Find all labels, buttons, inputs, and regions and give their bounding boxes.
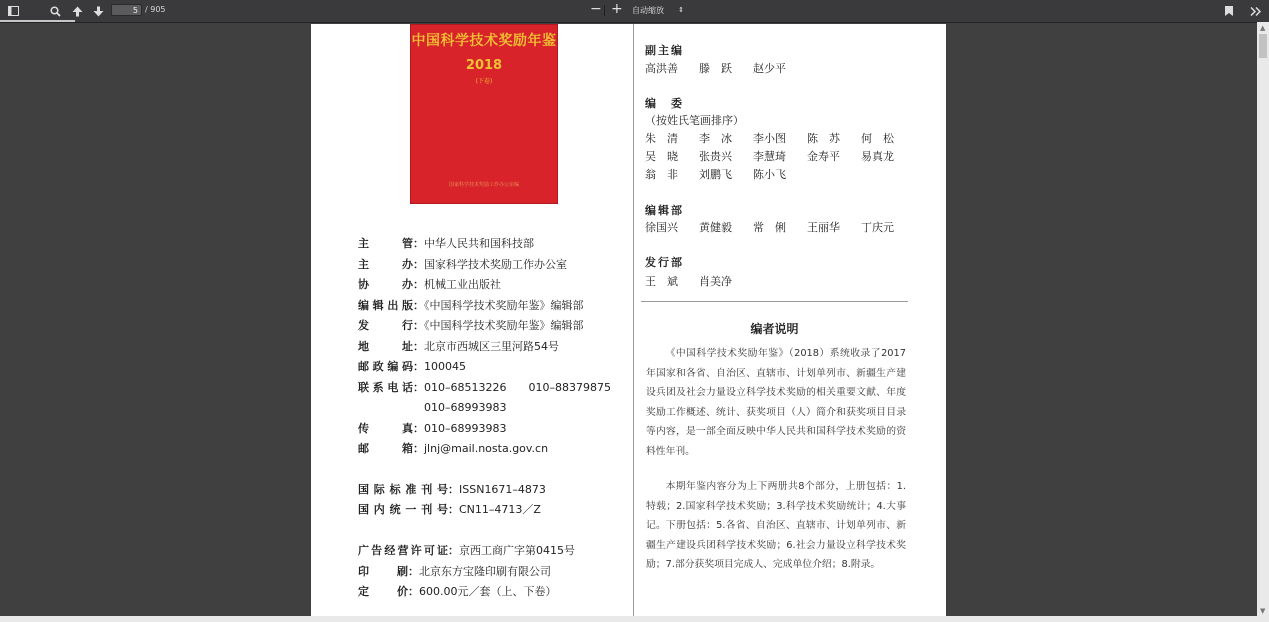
editorial-board-row: 吴 晓 张贵兴 李慧琦 金寿平 易真龙: [645, 150, 894, 163]
page-count: / 905: [145, 5, 166, 14]
deputy-editors-title: 副主编: [645, 44, 684, 57]
ad-row: 印 刷：北京东方宝隆印刷有限公司: [358, 565, 551, 578]
distribution-dept-title: 发行部: [645, 256, 684, 269]
info-row: 主 办：国家科学技术奖励工作办公室: [358, 258, 567, 271]
info-row: 协 办：机械工业出版社: [358, 278, 501, 291]
info-row: 010–68993983: [424, 401, 507, 414]
ad-row: 广告经营许可证：京西工商广字第0415号: [358, 544, 575, 557]
scroll-thumb[interactable]: [1259, 34, 1267, 58]
bookmark-icon[interactable]: [1221, 3, 1237, 19]
zoom-select-label: 自动缩放: [632, 6, 664, 15]
double-chevron-right-icon[interactable]: [1247, 3, 1263, 19]
deputy-editors-names: 高洪善 滕 跃 赵少平: [645, 62, 786, 75]
pdf-page: [311, 24, 946, 616]
horizontal-scrollbar[interactable]: [0, 616, 1269, 622]
info-row: 邮 箱：jlnj@mail.nosta.gov.cn: [358, 442, 549, 455]
editorial-board-note: （按姓氏笔画排序）: [645, 114, 744, 127]
arrow-down-icon[interactable]: [90, 3, 106, 19]
info-row: 编辑出版：《中国科学技术奖励年鉴》编辑部: [358, 299, 584, 312]
issn-row: 国际标准刊号：ISSN1671–4873: [358, 483, 546, 496]
info-row: 联系电话：010–68513226 010–88379875: [358, 381, 611, 394]
editors-note-title: 编者说明: [750, 322, 799, 336]
pdf-toolbar: [0, 0, 1269, 23]
load-progress-bar: [0, 20, 75, 22]
ad-row: 定 价：600.00元／套（上、下卷）: [358, 585, 557, 598]
page-number-input[interactable]: 5: [111, 4, 142, 16]
vertical-scrollbar[interactable]: [1257, 22, 1269, 616]
editors-note-paragraph: 本期年鉴内容分为上下两册共8个部分，上册包括：1.特载；2.国家科学技术奖励；3.科学技术奖励统计；4.大事记。下册包括：5.各省、自治区、直辖市、计划单列市、新疆生产建设兵团科学技术奖励；6.社会力量设立科学技术奖励；7.部分获奖项目完成人、完成单位介绍；8.附录。: [646, 481, 906, 570]
book-cover-image: [410, 24, 558, 204]
sidebar-toggle-icon[interactable]: [5, 3, 21, 19]
cover-title: 中国科学技术奖励年鉴: [411, 33, 557, 49]
info-row: 主 管：中华人民共和国科技部: [358, 237, 534, 250]
zoom-in-button[interactable]: +: [611, 1, 623, 17]
section-divider: [641, 301, 908, 302]
cover-volume: (下卷): [475, 78, 493, 85]
info-row: 传 真：010–68993983: [358, 422, 507, 435]
select-arrows-icon: ⇕: [678, 6, 684, 14]
column-divider: [633, 24, 634, 616]
info-row: 发 行：《中国科学技术奖励年鉴》编辑部: [358, 319, 584, 332]
info-row: 地 址：北京市西城区三里河路54号: [358, 340, 559, 353]
cover-year: 2018: [465, 58, 503, 73]
scroll-down-icon[interactable]: ▼: [1260, 607, 1266, 615]
info-row: 邮政编码：100045: [358, 360, 466, 373]
distribution-dept-names: 王 斌 肖美净: [645, 275, 732, 288]
editorial-board-title: 编 委: [645, 97, 684, 110]
issn-row: 国内统一刊号：CN11–4713／Z: [358, 503, 541, 516]
zoom-separator: [604, 5, 605, 16]
scroll-up-icon[interactable]: ▲: [1260, 24, 1266, 32]
editorial-dept-title: 编辑部: [645, 204, 684, 217]
zoom-out-button[interactable]: −: [590, 1, 602, 17]
cover-publisher: 国家科学技术奖励工作办公室编: [448, 182, 519, 188]
editorial-board-row: 翁 非 刘鹏飞 陈小飞: [645, 168, 786, 181]
zoom-select[interactable]: [628, 4, 688, 17]
editorial-dept-names: 徐国兴 黄健毅 常 俐 王丽华 丁庆元: [645, 221, 894, 234]
editorial-board-row: 朱 清 李 冰 李小图 陈 苏 何 松: [645, 132, 894, 145]
editors-note-paragraph: 《中国科学技术奖励年鉴》（2018）系统收录了2017年国家和各省、自治区、直辖市、计划单列市、新疆生产建设兵团及社会力量设立科学技术奖励的相关重要文献、年度奖励工作概述、统计、获奖项目（人）简介和获奖项目目录等内容，是一部全面反映中华人民共和国科学技术奖励的资料性年刊。: [646, 348, 906, 457]
arrow-up-icon[interactable]: [69, 3, 85, 19]
search-icon[interactable]: [47, 3, 63, 19]
